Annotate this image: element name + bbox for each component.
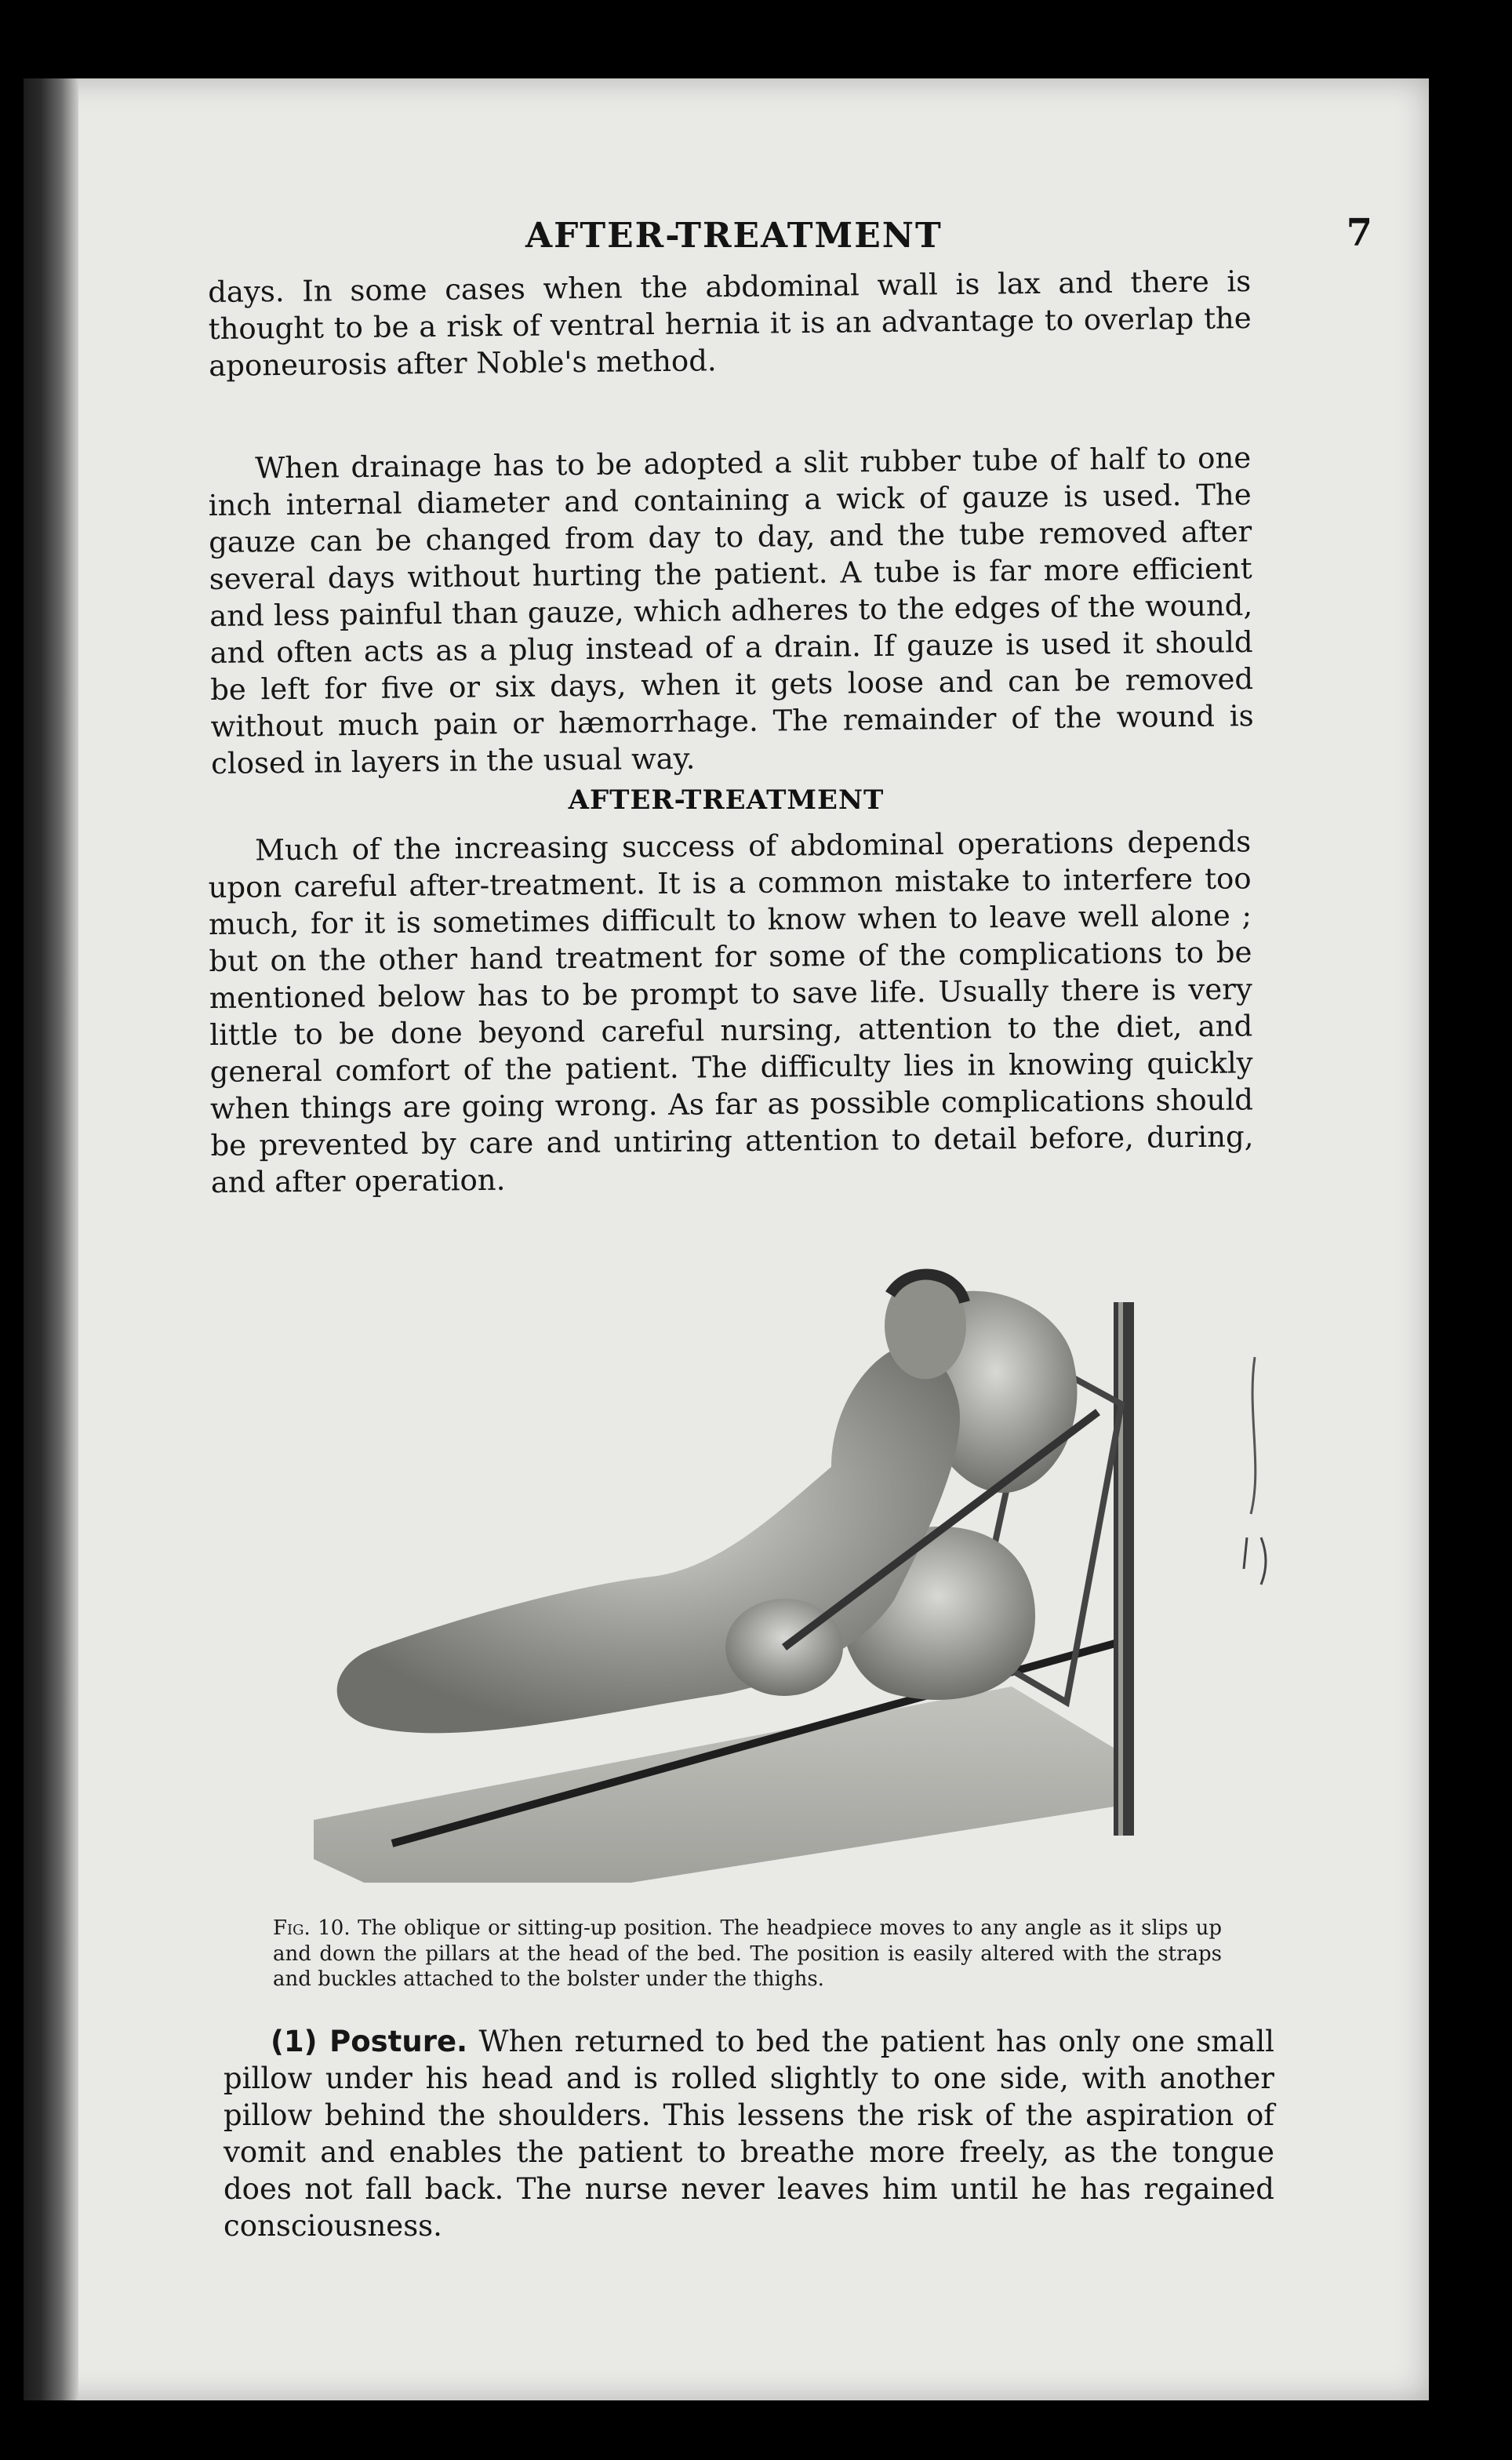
bed-pillar [1114,1302,1134,1836]
running-head: AFTER-TREATMENT [525,216,943,256]
paragraph-posture-text: When returned to bed the patient has only one small pillow under his head and is rolled slightly to one side, with another pillow behind the shoulders. This lessens the risk of the aspiration of vomit and enables the patient to breathe more freely, as the tongue does not fall back. The nurse never leaves him until he has regained consciousness. [224,2025,1274,2243]
paragraph-posture [224,2024,1274,2245]
figure-sitting-up-position [282,1208,1278,1883]
section-heading: AFTER-TREATMENT [568,784,885,816]
figure-caption [273,1916,1222,1992]
paragraph-label-posture: (1) Posture. [271,2025,468,2058]
page-header [149,211,1372,271]
paragraph-drainage: When drainage has to be adopted a slit rubber tube of half to one inch internal diameter and containing a wick of gauze is used. The gauze can be changed from day to day, and the tube removed after several days without hurting the patient. A tube is far more efficient and less painful than gauze, which adheres to the edges of the wound, and often acts as a plug instead of a drain. If gauze is used it should be left for five or six days, when it gets loose and can be removed without much pain or hæmorrhage. The remainder of the wound is closed in layers in the usual way. [208,441,1254,781]
page-gutter [24,78,78,2400]
figure-caption-text: The oblique or sitting-up position. The headpiece moves to any angle as it slips up and down the pillars at the head of the bed. The position is easily altered with the straps and buckles attached to the bolster under the thighs. [273,1916,1222,1991]
paragraph-after-treatment: Much of the increasing success of abdominal operations depends upon careful after-treatment. It is a common mistake to interfere too much, for it is sometimes difficult to know when to leave well alone ; but on the other hand treatment for some of the complications to be mentioned below has to be prompt to save life. Usually there is very little to be done beyond careful nursing, attention to the diet, and general comfort of the patient. The difficulty lies in knowing quickly when things are going wrong. As far as possible complications should be prevented by care and untiring attention to detail before, during, and after operation. [208,824,1254,1199]
page-number: 7 [1346,211,1372,255]
figure-caption-label: Fig. 10. [273,1916,351,1940]
paragraph-continued: days. In some cases when the abdominal wall is lax and there is thought to be a risk of ventral hernia it is an advantage to overlap the aponeurosis after Noble's method. [208,264,1252,383]
book-page [24,78,1429,2400]
